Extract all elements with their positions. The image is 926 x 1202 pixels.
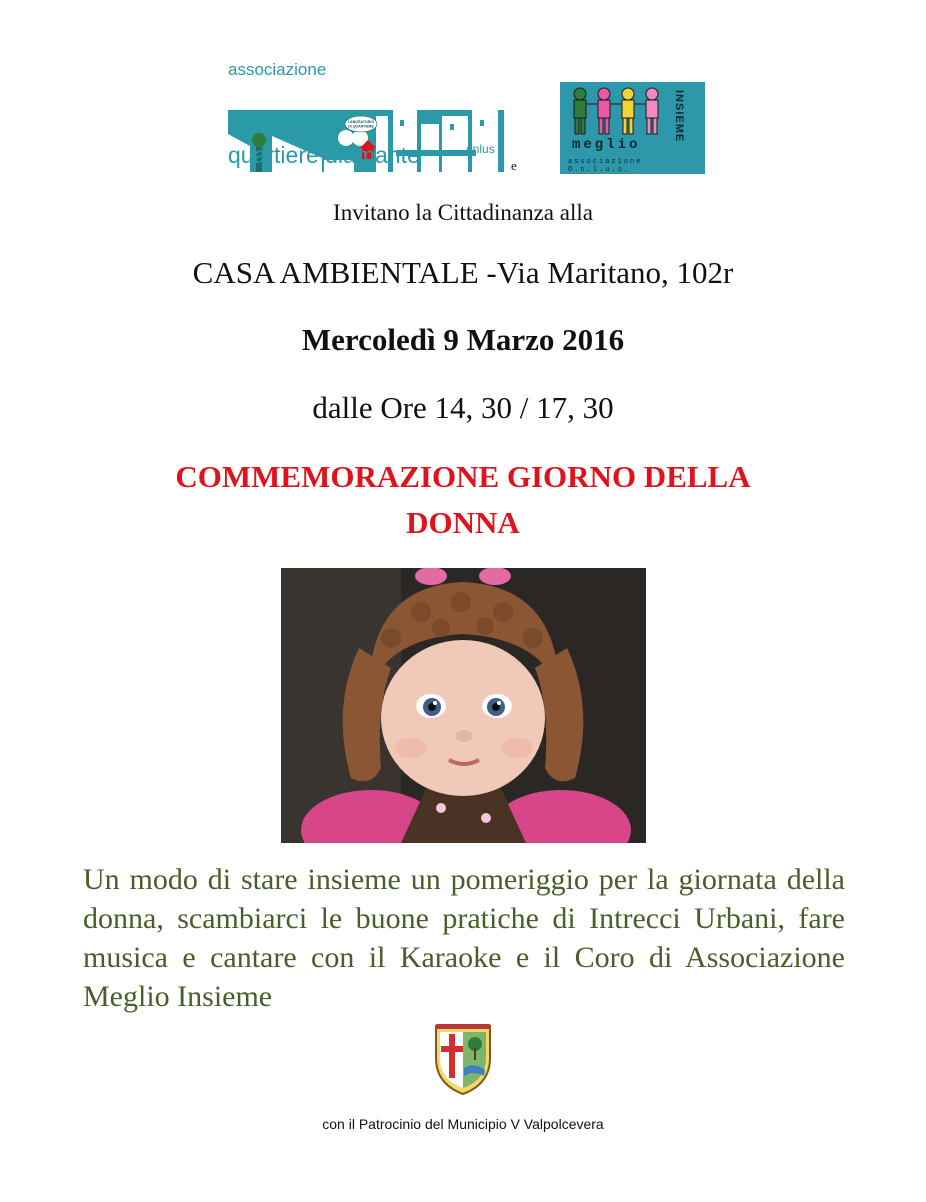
- svg-text:LABORATORIO: LABORATORIO: [347, 120, 375, 124]
- svg-text:DI QUARTIERE: DI QUARTIERE: [348, 124, 374, 129]
- logo-name: quartiere diamante: [228, 142, 420, 168]
- neighborhood-skyline-icon: [228, 80, 504, 202]
- baby-with-yarn-hat-image: [281, 568, 646, 843]
- logo-insieme-word: INSIEME: [673, 90, 685, 143]
- municipal-crest-icon: [426, 1022, 500, 1096]
- event-date: Mercoledì 9 Marzo 2016: [301, 322, 625, 357]
- sponsorship-note: con il Patrocinio del Municipio V Valpolcevera: [322, 1116, 604, 1132]
- people-holding-hands-icon: [564, 84, 674, 140]
- coat-of-arms-icon: [426, 1022, 500, 1096]
- logo-onlus: onlus: [466, 142, 495, 156]
- logo-association-subtitle: associazione O.n.l.u.s.: [568, 158, 643, 174]
- event-title-line-1: COMMEMORAZIONE GIORNO DELLA: [175, 459, 751, 494]
- venue-address: CASA AMBIENTALE -Via Maritano, 102r: [192, 255, 734, 290]
- meglio-insieme-logo: [560, 82, 705, 174]
- invitation-line: Invitano la Cittadinanza alla: [333, 200, 593, 225]
- event-description: Un modo di stare insieme un pomeriggio per la giornata della donna, scambiarci le buone pratiche di Intrecci Urbani, fare musica e cantare con il Karaoke e il Coro di Associazione Meglio Insieme: [83, 863, 845, 1013]
- event-title: [0, 454, 926, 546]
- logo-meglio-word: meglio: [572, 137, 641, 153]
- event-title-line-2: DONNA: [406, 505, 520, 540]
- logo-conjunction: e: [511, 158, 517, 173]
- baby-photo: [281, 568, 646, 843]
- logo-association-word: associazione: [228, 60, 327, 79]
- event-time: dalle Ore 14, 30 / 17, 30: [312, 390, 614, 425]
- quartiere-diamante-logo: [228, 60, 518, 175]
